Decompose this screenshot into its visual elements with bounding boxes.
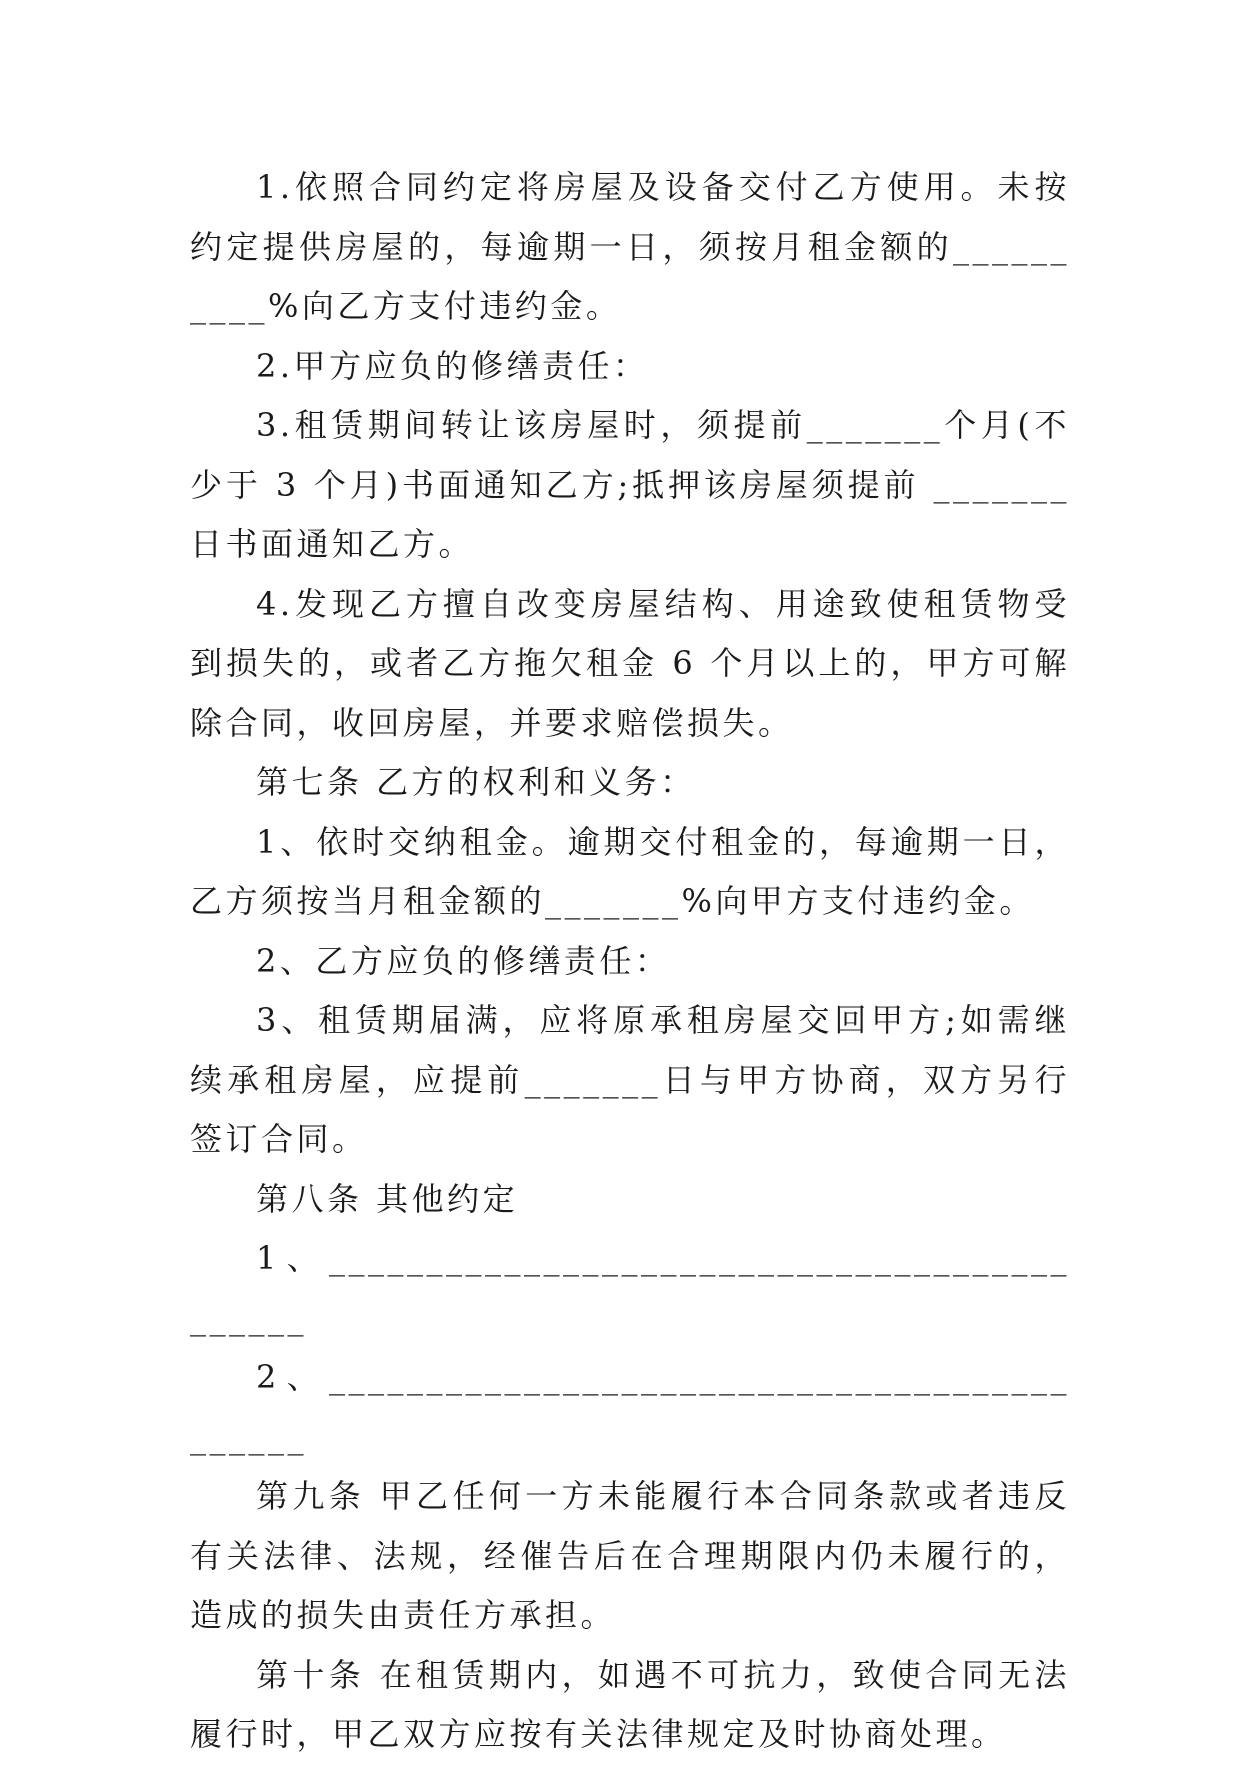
document-page <box>190 158 1070 1765</box>
article-7-item-1: 1、依时交纳租金。逾期交付租金的，每逾期一日，乙方须按当月租金额的_______%向甲方支付违约金。 <box>190 822 1070 920</box>
article-8-item-1: 1、____________________________________________ <box>190 1239 1070 1337</box>
article-7-item-2: 2、乙方应负的修缮责任： <box>256 941 671 980</box>
clause-2-repair: 2.甲方应负的修缮责任： <box>256 346 649 385</box>
article-7-heading: 第七条 乙方的权利和义务： <box>256 763 696 801</box>
clause-4-termination: 4.发现乙方擅自改变房屋结构、用途致使租赁物受到损失的，或者乙方拖欠租金 6 个月以上的，甲方可解除合同，收回房屋，并要求赔偿损失。 <box>190 584 1070 742</box>
article-7-item-3: 3、租赁期届满，应将原承租房屋交回甲方;如需继续承租房屋，应提前_______日与甲方协商，双方另行签订合同。 <box>190 1001 1070 1158</box>
clause-1-delivery: 1.依照合同约定将房屋及设备交付乙方使用。未按约定提供房屋的，每逾期一日，须按月租金额的__________%向乙方支付违约金。 <box>190 168 1070 325</box>
article-8-heading: 第八条 其他约定 <box>256 1179 519 1218</box>
article-9: 第九条 甲乙任何一方未能履行本合同条款或者违反有关法律、法规，经催告后在合理期限内仍未履行的，造成的损失由责任方承担。 <box>190 1477 1070 1634</box>
clause-3-transfer-notice: 3.租赁期间转让该房屋时，须提前_______个月(不少于 3 个月)书面通知乙方;抵押该房屋须提前 _______日书面通知乙方。 <box>190 406 1070 563</box>
article-8-item-2: 2、____________________________________________ <box>190 1358 1070 1456</box>
article-10: 第十条 在租赁期内，如遇不可抗力，致使合同无法履行时，甲乙双方应按有关法律规定及时协商处理。 <box>190 1655 1070 1753</box>
